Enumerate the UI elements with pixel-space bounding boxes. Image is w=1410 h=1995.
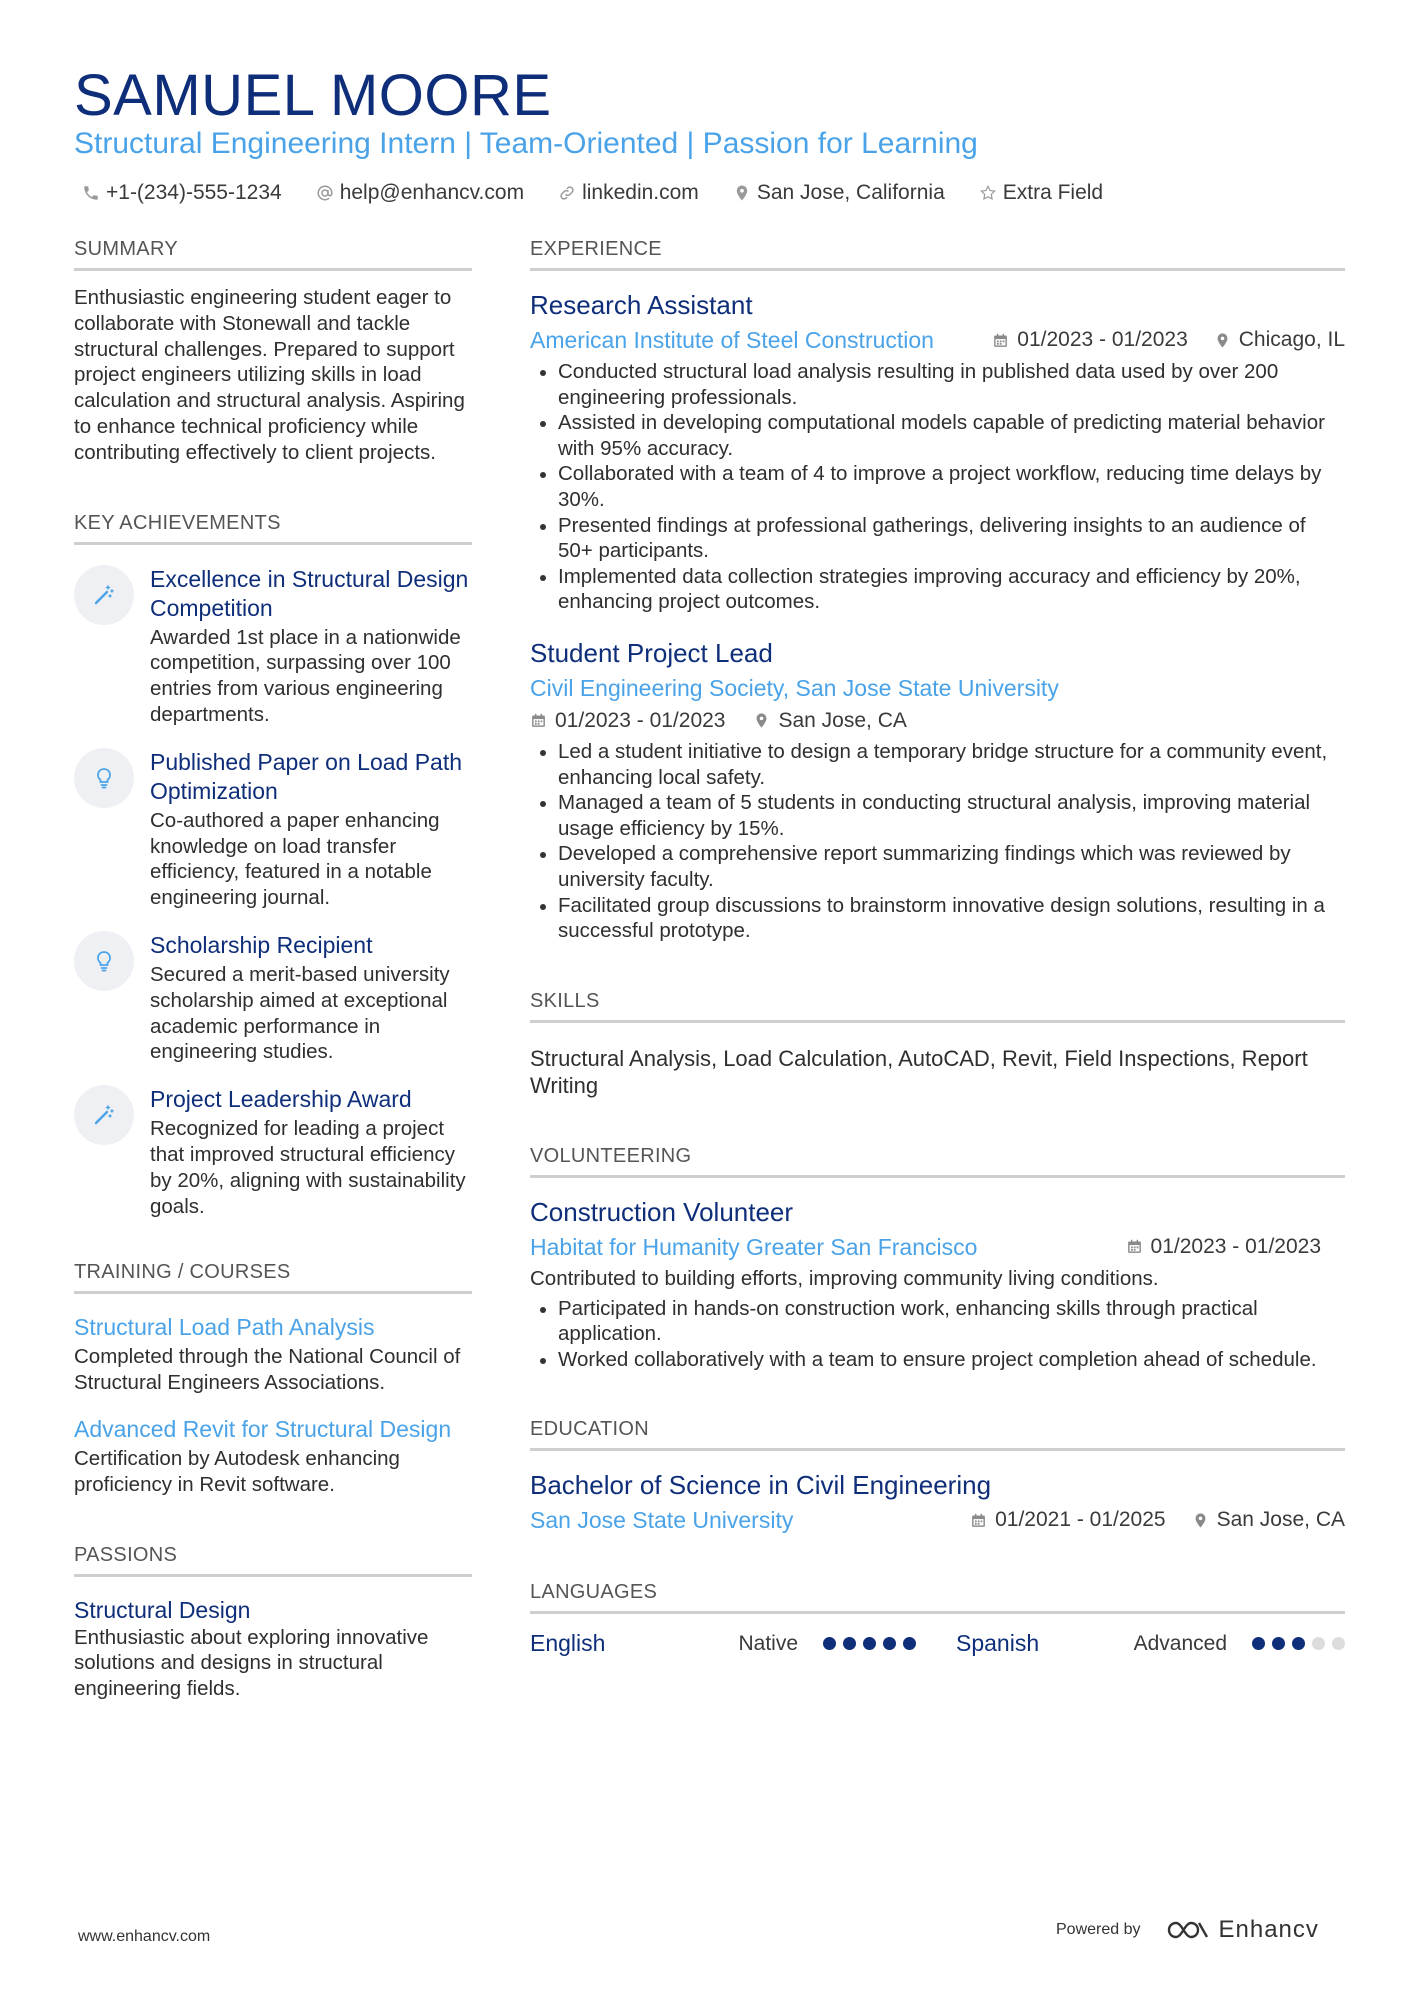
contact-email[interactable] (316, 181, 524, 205)
skills-heading: SKILLS (530, 988, 1345, 1023)
candidate-name: SAMUEL MOORE (74, 63, 552, 128)
volunteering-entry (530, 1196, 1345, 1373)
achievements-section (74, 510, 472, 1220)
training-item (74, 1312, 472, 1396)
achievement-title: Published Paper on Load Path Optimization (150, 748, 463, 804)
experience-section (530, 236, 1345, 944)
phone-icon (82, 184, 100, 202)
experience-heading: EXPERIENCE (530, 236, 1345, 271)
summary-text: Enthusiastic engineering student eager to collaborate with Stonewall and tackle structural challenges. Prepared to support project engineers utilizing skills in load calculation and structural analysis. Aspiring to enhance technical proficiency while contributing effectively to client projects. (74, 286, 465, 464)
rating-dot-filled (843, 1637, 856, 1650)
achievement-desc: Secured a merit-based university scholarship aimed at exceptional academic performance in engineering studies. (150, 962, 450, 1064)
achievement-desc: Co-authored a paper enhancing knowledge on load transfer efficiency, featured in a notable engineering journal. (150, 808, 440, 910)
company-name: Civil Engineering Society, San Jose State University (530, 674, 1059, 701)
training-title: Advanced Revit for Structural Design (74, 1415, 452, 1442)
volunteer-dates: 01/2023 - 01/2023 (1150, 1234, 1321, 1258)
languages-heading: LANGUAGES (530, 1579, 1345, 1614)
bullet-item: Implemented data collection strategies improving accuracy and efficiency by 20%, enhancing project outcomes. (530, 564, 1345, 615)
enhancv-logo-icon (1165, 1918, 1211, 1942)
experience-entry (530, 289, 1345, 615)
achievement-item (74, 748, 472, 911)
education-heading: EDUCATION (530, 1416, 1345, 1451)
training-section (74, 1259, 472, 1497)
rating-dot-filled (823, 1637, 836, 1650)
job-dates: 01/2023 - 01/2023 (555, 708, 726, 732)
languages-section (530, 1579, 1345, 1657)
bullet-item: Facilitated group discussions to brainstorm innovative design solutions, resulting in a successful prototype. (530, 893, 1345, 944)
magic-wand-icon (74, 1085, 134, 1145)
language-rating (1245, 1637, 1345, 1650)
achievement-item (74, 565, 472, 728)
passion-desc: Enthusiastic about exploring innovative solutions and designs in structural engineering fields. (74, 1625, 429, 1701)
contact-location (733, 181, 945, 205)
summary-heading: SUMMARY (74, 236, 472, 271)
language-level: Advanced (1133, 1631, 1227, 1655)
rating-dot-filled (1252, 1637, 1265, 1650)
skills-section (530, 988, 1345, 1099)
language-name: Spanish (956, 1630, 1040, 1657)
language-item (956, 1630, 1345, 1657)
achievement-title: Project Leadership Award (150, 1086, 412, 1113)
at-icon (316, 184, 334, 202)
contact-bar (82, 178, 1137, 208)
bullet-item: Managed a team of 5 students in conducting structural analysis, improving material usage efficiency by 15%. (530, 790, 1345, 841)
footer-site-link[interactable]: www.enhancv.com (78, 1928, 211, 1945)
brand-name: Enhancv (1218, 1916, 1319, 1943)
location-icon (1214, 332, 1231, 349)
rating-dot-filled (903, 1637, 916, 1650)
bullet-item: Led a student initiative to design a temporary bridge structure for a community event, enhancing local safety. (530, 739, 1345, 790)
lightbulb-icon (74, 748, 134, 808)
achievement-desc: Recognized for leading a project that improved structural efficiency by 20%, aligning with sustainability goals. (150, 1117, 466, 1218)
achievements-heading: KEY ACHIEVEMENTS (74, 510, 472, 545)
achievement-title: Excellence in Structural Design Competition (150, 565, 469, 621)
footer-branding (1056, 1916, 1319, 1944)
volunteering-section (530, 1143, 1345, 1373)
training-item (74, 1414, 472, 1498)
contact-phone-text: +1-(234)-555-1234 (106, 181, 282, 204)
education-entry (530, 1469, 1345, 1535)
achievement-desc: Awarded 1st place in a nationwide competition, surpassing over 100 entries from various engineering departments. (150, 625, 461, 726)
calendar-icon (992, 332, 1009, 349)
training-desc: Certification by Autodesk enhancing proficiency in Revit software. (74, 1446, 400, 1496)
rating-dot-filled (883, 1637, 896, 1650)
experience-entry (530, 637, 1345, 944)
star-icon (979, 184, 997, 202)
contact-email-text: help@enhancv.com (339, 181, 525, 204)
job-bullets (530, 739, 1345, 944)
language-item (530, 1630, 956, 1657)
summary-section (74, 236, 472, 466)
education-dates: 01/2021 - 01/2025 (995, 1508, 1166, 1532)
rating-dot-filled (863, 1637, 876, 1650)
rating-dot-filled (1292, 1637, 1305, 1650)
bullet-item: Participated in hands-on construction work, enhancing skills through practical application. (530, 1296, 1345, 1347)
job-dates: 01/2023 - 01/2023 (1017, 328, 1188, 351)
training-desc: Completed through the National Council of Structural Engineers Associations. (74, 1345, 461, 1395)
language-name: English (530, 1630, 606, 1657)
rating-dot-filled (1272, 1637, 1285, 1650)
volunteer-bullets (530, 1296, 1345, 1373)
contact-extra (979, 181, 1103, 205)
calendar-icon (1126, 1238, 1143, 1255)
passions-heading: PASSIONS (74, 1542, 472, 1577)
achievement-item (74, 931, 472, 1065)
skills-text: Structural Analysis, Load Calculation, AutoCAD, Revit, Field Inspections, Report Writing (530, 1045, 1308, 1098)
bullet-item: Developed a comprehensive report summarizing findings which was reviewed by university faculty. (530, 841, 1345, 892)
contact-linkedin[interactable] (558, 181, 699, 205)
degree: Bachelor of Science in Civil Engineering (530, 1470, 992, 1501)
right-column (530, 236, 1345, 1657)
training-heading: TRAINING / COURSES (74, 1259, 472, 1294)
bullet-item: Conducted structural load analysis resulting in published data used by over 200 engineering professionals. (530, 359, 1345, 410)
calendar-icon (530, 712, 547, 729)
education-location: San Jose, CA (1216, 1508, 1345, 1532)
contact-linkedin-text: linkedin.com (582, 181, 699, 204)
rating-dot-empty (1312, 1637, 1325, 1650)
location-icon (1192, 1512, 1209, 1529)
job-location: Chicago, IL (1238, 328, 1345, 351)
location-icon (733, 184, 751, 202)
passion-title: Structural Design (74, 1596, 251, 1623)
volunteer-role: Construction Volunteer (530, 1196, 794, 1227)
language-rating (816, 1637, 916, 1650)
bullet-item: Assisted in developing computational models capable of predicting material behavior with 95% accuracy. (530, 410, 1345, 461)
lightbulb-icon (74, 931, 134, 991)
achievement-item (74, 1085, 472, 1219)
left-column (74, 236, 472, 1702)
calendar-icon (970, 1512, 987, 1529)
location-icon (753, 712, 770, 729)
training-title: Structural Load Path Analysis (74, 1314, 375, 1341)
school-name: San Jose State University (530, 1507, 794, 1534)
achievement-title: Scholarship Recipient (150, 931, 373, 958)
magic-wand-icon (74, 565, 134, 625)
contact-location-text: San Jose, California (756, 181, 945, 204)
powered-by-label: Powered by (1056, 1921, 1141, 1938)
volunteer-org: Habitat for Humanity Greater San Francisco (530, 1233, 978, 1260)
bullet-item: Worked collaboratively with a team to ensure project completion ahead of schedule. (530, 1347, 1345, 1373)
company-name: American Institute of Steel Construction (530, 327, 934, 353)
language-level: Native (738, 1631, 798, 1655)
contact-extra-text: Extra Field (1002, 181, 1104, 204)
candidate-headline: Structural Engineering Intern | Team-Oriented | Passion for Learning (74, 127, 978, 160)
contact-phone[interactable] (82, 181, 282, 205)
brand-logo[interactable] (1165, 1916, 1319, 1944)
volunteer-desc: Contributed to building efforts, improving community living conditions. (530, 1266, 1159, 1290)
passions-section (74, 1542, 472, 1702)
job-bullets (530, 359, 1345, 615)
bullet-item: Presented findings at professional gatherings, delivering insights to an audience of 50+ participants. (530, 513, 1345, 564)
education-section (530, 1416, 1345, 1535)
rating-dot-empty (1332, 1637, 1345, 1650)
job-location: San Jose, CA (778, 708, 907, 732)
volunteering-heading: VOLUNTEERING (530, 1143, 1345, 1178)
job-title: Research Assistant (530, 290, 753, 320)
bullet-item: Collaborated with a team of 4 to improve a project workflow, reducing time delays by 30%. (530, 461, 1345, 512)
link-icon (558, 184, 576, 202)
job-title: Student Project Lead (530, 637, 773, 668)
